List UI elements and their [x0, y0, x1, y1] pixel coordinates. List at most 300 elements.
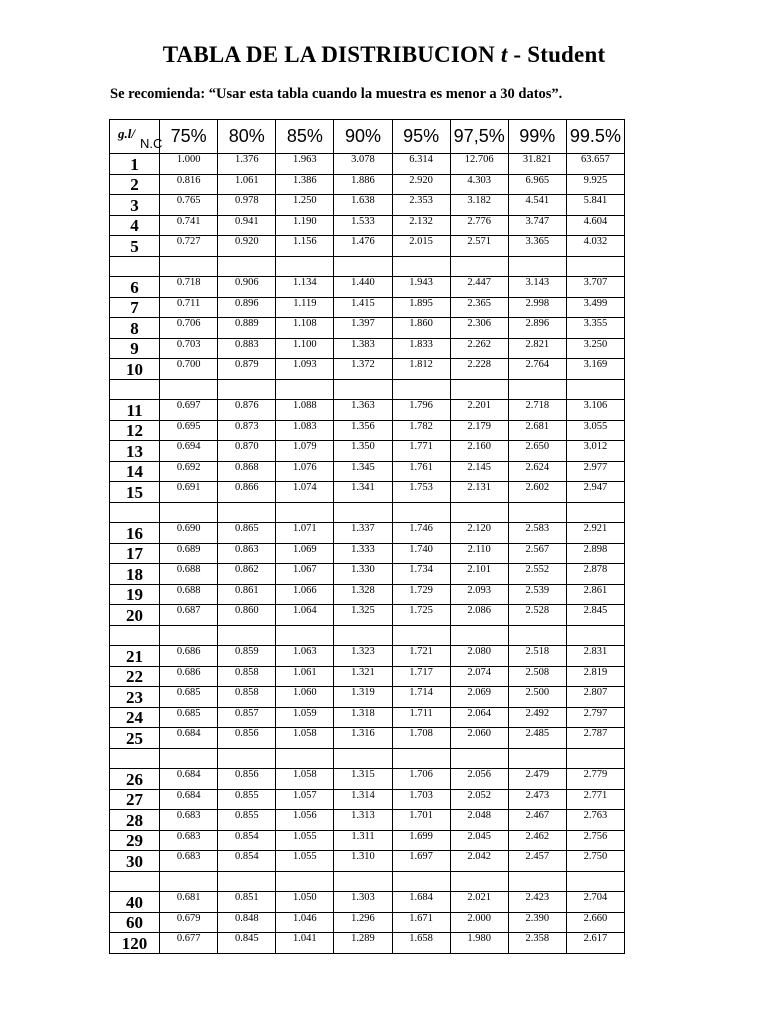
spacer-row — [110, 502, 625, 523]
value-cell: 3.169 — [566, 359, 624, 380]
value-cell: 0.883 — [218, 338, 276, 359]
value-cell: 1.386 — [276, 174, 334, 195]
value-cell: 1.345 — [334, 461, 392, 482]
value-cell: 2.807 — [566, 687, 624, 708]
value-cell: 2.492 — [508, 707, 566, 728]
spacer-cell — [218, 625, 276, 646]
spacer-cell — [218, 256, 276, 277]
value-cell: 1.734 — [392, 564, 450, 585]
table-row — [110, 195, 625, 216]
value-cell: 12.706 — [450, 154, 508, 175]
value-cell: 1.100 — [276, 338, 334, 359]
value-cell: 1.083 — [276, 420, 334, 441]
value-cell: 1.250 — [276, 195, 334, 216]
confidence-level-header: 99% — [508, 120, 566, 154]
value-cell: 2.015 — [392, 236, 450, 257]
value-cell: 1.156 — [276, 236, 334, 257]
value-cell: 4.604 — [566, 215, 624, 236]
value-cell: 1.699 — [392, 830, 450, 851]
value-cell: 0.706 — [160, 318, 218, 339]
value-cell: 3.055 — [566, 420, 624, 441]
value-cell: 2.093 — [450, 584, 508, 605]
value-cell: 1.746 — [392, 523, 450, 544]
value-cell: 1.860 — [392, 318, 450, 339]
value-cell: 1.318 — [334, 707, 392, 728]
value-cell: 2.179 — [450, 420, 508, 441]
value-cell: 1.074 — [276, 482, 334, 503]
value-cell: 1.350 — [334, 441, 392, 462]
spacer-cell — [110, 625, 160, 646]
value-cell: 0.920 — [218, 236, 276, 257]
spacer-cell — [450, 379, 508, 400]
value-cell: 1.296 — [334, 912, 392, 933]
value-cell: 0.848 — [218, 912, 276, 933]
value-cell: 2.797 — [566, 707, 624, 728]
df-cell: 120 — [110, 933, 160, 954]
value-cell: 1.055 — [276, 851, 334, 872]
confidence-level-header: 99.5% — [566, 120, 624, 154]
value-cell: 0.684 — [160, 769, 218, 790]
value-cell: 1.093 — [276, 359, 334, 380]
value-cell: 2.048 — [450, 810, 508, 831]
value-cell: 0.855 — [218, 789, 276, 810]
value-cell: 2.821 — [508, 338, 566, 359]
value-cell: 2.120 — [450, 523, 508, 544]
spacer-cell — [160, 625, 218, 646]
value-cell: 2.353 — [392, 195, 450, 216]
value-cell: 2.060 — [450, 728, 508, 749]
value-cell: 0.677 — [160, 933, 218, 954]
table-row — [110, 605, 625, 626]
value-cell: 2.776 — [450, 215, 508, 236]
value-cell: 0.681 — [160, 892, 218, 913]
value-cell: 0.687 — [160, 605, 218, 626]
spacer-cell — [276, 379, 334, 400]
spacer-cell — [508, 871, 566, 892]
value-cell: 1.319 — [334, 687, 392, 708]
table-row — [110, 933, 625, 954]
table-row — [110, 318, 625, 339]
value-cell: 0.860 — [218, 605, 276, 626]
value-cell: 2.571 — [450, 236, 508, 257]
value-cell: 2.650 — [508, 441, 566, 462]
value-cell: 1.108 — [276, 318, 334, 339]
spacer-cell — [334, 502, 392, 523]
value-cell: 0.689 — [160, 543, 218, 564]
df-cell: 24 — [110, 707, 160, 728]
value-cell: 0.688 — [160, 584, 218, 605]
spacer-cell — [392, 871, 450, 892]
value-cell: 1.782 — [392, 420, 450, 441]
value-cell: 1.050 — [276, 892, 334, 913]
value-cell: 2.552 — [508, 564, 566, 585]
spacer-cell — [110, 256, 160, 277]
value-cell: 2.201 — [450, 400, 508, 421]
value-cell: 3.499 — [566, 297, 624, 318]
value-cell: 1.059 — [276, 707, 334, 728]
table-row — [110, 810, 625, 831]
confidence-level-header: 80% — [218, 120, 276, 154]
value-cell: 1.533 — [334, 215, 392, 236]
value-cell: 1.701 — [392, 810, 450, 831]
df-cell: 25 — [110, 728, 160, 749]
value-cell: 1.658 — [392, 933, 450, 954]
df-cell: 6 — [110, 277, 160, 298]
value-cell: 0.906 — [218, 277, 276, 298]
spacer-row — [110, 748, 625, 769]
table-row — [110, 646, 625, 667]
df-cell: 8 — [110, 318, 160, 339]
value-cell: 0.718 — [160, 277, 218, 298]
value-cell: 0.879 — [218, 359, 276, 380]
spacer-cell — [276, 871, 334, 892]
value-cell: 2.660 — [566, 912, 624, 933]
spacer-cell — [566, 256, 624, 277]
df-cell: 30 — [110, 851, 160, 872]
value-cell: 0.765 — [160, 195, 218, 216]
df-cell: 7 — [110, 297, 160, 318]
value-cell: 2.878 — [566, 564, 624, 585]
value-cell: 1.190 — [276, 215, 334, 236]
value-cell: 1.376 — [218, 154, 276, 175]
value-cell: 1.812 — [392, 359, 450, 380]
value-cell: 2.787 — [566, 728, 624, 749]
spacer-cell — [334, 625, 392, 646]
df-cell: 13 — [110, 441, 160, 462]
table-row — [110, 769, 625, 790]
value-cell: 2.086 — [450, 605, 508, 626]
value-cell: 2.101 — [450, 564, 508, 585]
value-cell: 0.858 — [218, 687, 276, 708]
value-cell: 0.685 — [160, 707, 218, 728]
value-cell: 1.311 — [334, 830, 392, 851]
value-cell: 2.447 — [450, 277, 508, 298]
value-cell: 0.690 — [160, 523, 218, 544]
spacer-cell — [160, 379, 218, 400]
value-cell: 1.041 — [276, 933, 334, 954]
value-cell: 0.856 — [218, 769, 276, 790]
value-cell: 2.718 — [508, 400, 566, 421]
value-cell: 1.796 — [392, 400, 450, 421]
value-cell: 1.684 — [392, 892, 450, 913]
spacer-cell — [450, 256, 508, 277]
value-cell: 3.747 — [508, 215, 566, 236]
value-cell: 2.528 — [508, 605, 566, 626]
value-cell: 0.688 — [160, 564, 218, 585]
value-cell: 1.061 — [276, 666, 334, 687]
spacer-cell — [218, 871, 276, 892]
value-cell: 2.764 — [508, 359, 566, 380]
value-cell: 2.042 — [450, 851, 508, 872]
value-cell: 2.160 — [450, 441, 508, 462]
recommendation-note: Se recomienda: “Usar esta tabla cuando la muestra es menor a 30 datos”. — [110, 86, 563, 102]
value-cell: 1.333 — [334, 543, 392, 564]
value-cell: 0.896 — [218, 297, 276, 318]
value-cell: 2.763 — [566, 810, 624, 831]
table-row — [110, 912, 625, 933]
value-cell: 2.423 — [508, 892, 566, 913]
value-cell: 2.365 — [450, 297, 508, 318]
value-cell: 0.889 — [218, 318, 276, 339]
value-cell: 2.131 — [450, 482, 508, 503]
table-row — [110, 584, 625, 605]
spacer-cell — [508, 625, 566, 646]
value-cell: 0.703 — [160, 338, 218, 359]
title-suffix: - Student — [513, 42, 606, 67]
value-cell: 1.079 — [276, 441, 334, 462]
value-cell: 0.679 — [160, 912, 218, 933]
value-cell: 0.862 — [218, 564, 276, 585]
spacer-row — [110, 871, 625, 892]
spacer-cell — [160, 256, 218, 277]
spacer-cell — [508, 748, 566, 769]
value-cell: 2.069 — [450, 687, 508, 708]
value-cell: 0.684 — [160, 728, 218, 749]
confidence-level-header: 85% — [276, 120, 334, 154]
value-cell: 1.671 — [392, 912, 450, 933]
value-cell: 1.341 — [334, 482, 392, 503]
spacer-cell — [110, 871, 160, 892]
value-cell: 2.052 — [450, 789, 508, 810]
spacer-cell — [160, 748, 218, 769]
value-cell: 2.921 — [566, 523, 624, 544]
value-cell: 1.314 — [334, 789, 392, 810]
spacer-row — [110, 379, 625, 400]
value-cell: 1.289 — [334, 933, 392, 954]
spacer-row — [110, 625, 625, 646]
value-cell: 1.056 — [276, 810, 334, 831]
value-cell: 3.707 — [566, 277, 624, 298]
value-cell: 1.397 — [334, 318, 392, 339]
spacer-cell — [392, 625, 450, 646]
df-cell: 28 — [110, 810, 160, 831]
spacer-cell — [276, 256, 334, 277]
value-cell: 1.706 — [392, 769, 450, 790]
value-cell: 2.110 — [450, 543, 508, 564]
value-cell: 2.228 — [450, 359, 508, 380]
value-cell: 1.711 — [392, 707, 450, 728]
spacer-cell — [392, 379, 450, 400]
value-cell: 1.356 — [334, 420, 392, 441]
value-cell: 6.314 — [392, 154, 450, 175]
df-cell: 23 — [110, 687, 160, 708]
value-cell: 0.683 — [160, 830, 218, 851]
spacer-cell — [566, 748, 624, 769]
spacer-cell — [392, 502, 450, 523]
spacer-cell — [334, 748, 392, 769]
value-cell: 0.978 — [218, 195, 276, 216]
value-cell: 1.315 — [334, 769, 392, 790]
value-cell: 3.106 — [566, 400, 624, 421]
value-cell: 1.721 — [392, 646, 450, 667]
df-cell: 19 — [110, 584, 160, 605]
table-row — [110, 728, 625, 749]
df-cell: 21 — [110, 646, 160, 667]
spacer-cell — [508, 502, 566, 523]
value-cell: 2.000 — [450, 912, 508, 933]
value-cell: 1.440 — [334, 277, 392, 298]
table-row — [110, 707, 625, 728]
df-cell: 26 — [110, 769, 160, 790]
table-row — [110, 523, 625, 544]
value-cell: 2.567 — [508, 543, 566, 564]
df-cell: 11 — [110, 400, 160, 421]
value-cell: 1.328 — [334, 584, 392, 605]
value-cell: 2.896 — [508, 318, 566, 339]
value-cell: 1.325 — [334, 605, 392, 626]
df-cell: 5 — [110, 236, 160, 257]
value-cell: 2.508 — [508, 666, 566, 687]
table-row — [110, 851, 625, 872]
value-cell: 0.851 — [218, 892, 276, 913]
table-row — [110, 236, 625, 257]
table-row — [110, 277, 625, 298]
value-cell: 2.947 — [566, 482, 624, 503]
value-cell: 0.686 — [160, 666, 218, 687]
value-cell: 3.182 — [450, 195, 508, 216]
header-row — [110, 120, 625, 154]
df-header-label: g.l/ — [118, 126, 135, 141]
value-cell: 1.725 — [392, 605, 450, 626]
value-cell: 1.061 — [218, 174, 276, 195]
df-cell: 60 — [110, 912, 160, 933]
value-cell: 2.064 — [450, 707, 508, 728]
spacer-cell — [110, 748, 160, 769]
t-distribution-table — [109, 119, 625, 954]
table-row — [110, 687, 625, 708]
spacer-cell — [450, 502, 508, 523]
value-cell: 2.021 — [450, 892, 508, 913]
value-cell: 0.858 — [218, 666, 276, 687]
confidence-level-header: 97,5% — [450, 120, 508, 154]
value-cell: 31.821 — [508, 154, 566, 175]
value-cell: 3.078 — [334, 154, 392, 175]
value-cell: 0.686 — [160, 646, 218, 667]
value-cell: 1.638 — [334, 195, 392, 216]
value-cell: 2.771 — [566, 789, 624, 810]
value-cell: 1.753 — [392, 482, 450, 503]
spacer-cell — [334, 871, 392, 892]
spacer-cell — [276, 502, 334, 523]
value-cell: 0.727 — [160, 236, 218, 257]
value-cell: 5.841 — [566, 195, 624, 216]
spacer-cell — [450, 871, 508, 892]
value-cell: 0.865 — [218, 523, 276, 544]
value-cell: 1.963 — [276, 154, 334, 175]
value-cell: 1.055 — [276, 830, 334, 851]
df-cell: 17 — [110, 543, 160, 564]
value-cell: 0.684 — [160, 789, 218, 810]
value-cell: 2.462 — [508, 830, 566, 851]
value-cell: 0.683 — [160, 851, 218, 872]
value-cell: 1.363 — [334, 400, 392, 421]
value-cell: 1.067 — [276, 564, 334, 585]
df-cell: 2 — [110, 174, 160, 195]
confidence-level-header: 95% — [392, 120, 450, 154]
value-cell: 1.076 — [276, 461, 334, 482]
df-cell: 12 — [110, 420, 160, 441]
spacer-cell — [334, 256, 392, 277]
table-row — [110, 154, 625, 175]
value-cell: 0.856 — [218, 728, 276, 749]
value-cell: 1.383 — [334, 338, 392, 359]
value-cell: 1.063 — [276, 646, 334, 667]
table-body — [110, 154, 625, 954]
value-cell: 2.145 — [450, 461, 508, 482]
value-cell: 4.303 — [450, 174, 508, 195]
value-cell: 1.060 — [276, 687, 334, 708]
value-cell: 0.868 — [218, 461, 276, 482]
confidence-level-header: 90% — [334, 120, 392, 154]
value-cell: 1.066 — [276, 584, 334, 605]
value-cell: 2.479 — [508, 769, 566, 790]
value-cell: 2.998 — [508, 297, 566, 318]
table-row — [110, 892, 625, 913]
value-cell: 2.845 — [566, 605, 624, 626]
value-cell: 3.355 — [566, 318, 624, 339]
value-cell: 2.390 — [508, 912, 566, 933]
table-row — [110, 359, 625, 380]
value-cell: 2.306 — [450, 318, 508, 339]
value-cell: 2.750 — [566, 851, 624, 872]
value-cell: 1.330 — [334, 564, 392, 585]
value-cell: 1.895 — [392, 297, 450, 318]
df-cell: 1 — [110, 154, 160, 175]
value-cell: 0.711 — [160, 297, 218, 318]
value-cell: 2.898 — [566, 543, 624, 564]
value-cell: 2.518 — [508, 646, 566, 667]
spacer-cell — [508, 379, 566, 400]
spacer-cell — [566, 871, 624, 892]
value-cell: 4.032 — [566, 236, 624, 257]
value-cell: 0.700 — [160, 359, 218, 380]
value-cell: 0.855 — [218, 810, 276, 831]
value-cell: 1.119 — [276, 297, 334, 318]
table-row — [110, 400, 625, 421]
value-cell: 2.977 — [566, 461, 624, 482]
value-cell: 0.873 — [218, 420, 276, 441]
value-cell: 0.857 — [218, 707, 276, 728]
value-cell: 2.045 — [450, 830, 508, 851]
value-cell: 0.695 — [160, 420, 218, 441]
value-cell: 1.057 — [276, 789, 334, 810]
df-cell: 40 — [110, 892, 160, 913]
df-cell: 10 — [110, 359, 160, 380]
value-cell: 1.740 — [392, 543, 450, 564]
value-cell: 2.779 — [566, 769, 624, 790]
value-cell: 1.000 — [160, 154, 218, 175]
value-cell: 1.313 — [334, 810, 392, 831]
value-cell: 2.681 — [508, 420, 566, 441]
value-cell: 1.337 — [334, 523, 392, 544]
value-cell: 1.943 — [392, 277, 450, 298]
value-cell: 63.657 — [566, 154, 624, 175]
value-cell: 2.920 — [392, 174, 450, 195]
value-cell: 2.080 — [450, 646, 508, 667]
value-cell: 2.056 — [450, 769, 508, 790]
value-cell: 2.500 — [508, 687, 566, 708]
value-cell: 2.539 — [508, 584, 566, 605]
value-cell: 2.624 — [508, 461, 566, 482]
value-cell: 2.358 — [508, 933, 566, 954]
value-cell: 0.863 — [218, 543, 276, 564]
confidence-header-label: N.C — [140, 136, 163, 151]
table-row — [110, 461, 625, 482]
value-cell: 2.756 — [566, 830, 624, 851]
spacer-cell — [218, 379, 276, 400]
value-cell: 0.854 — [218, 830, 276, 851]
spacer-cell — [392, 748, 450, 769]
